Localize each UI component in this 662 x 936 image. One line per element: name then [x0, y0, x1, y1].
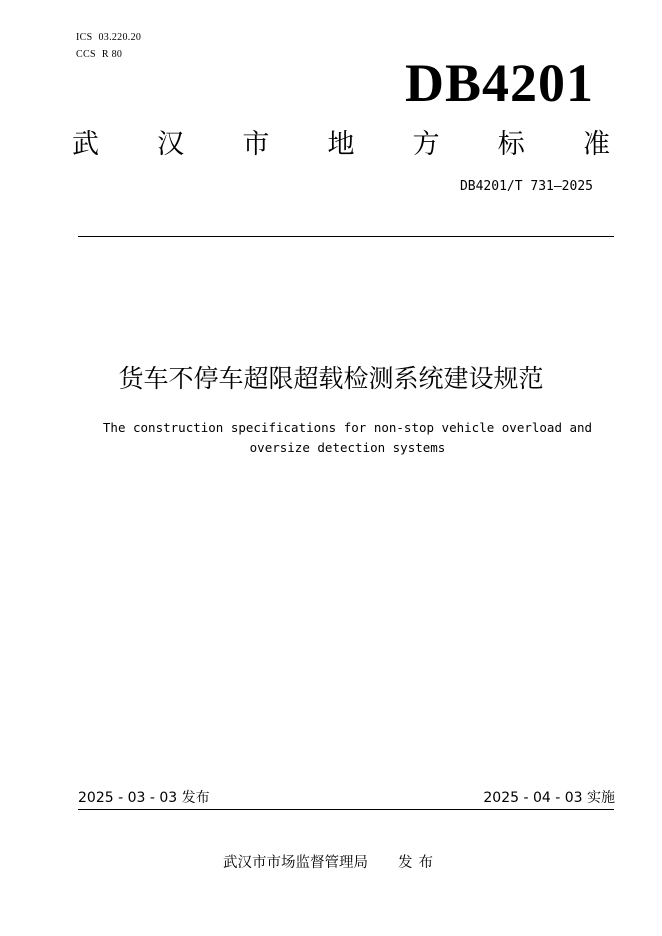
standard-number: DB4201/T 731—2025 — [459, 179, 593, 194]
standard-type-char: 地 — [327, 129, 355, 160]
ics-code: 03.220.20 — [98, 32, 142, 43]
standard-code: DB4201 — [404, 53, 594, 113]
ccs-label: CCS — [76, 49, 96, 60]
standard-type-char: 武 — [72, 129, 99, 160]
standard-type — [72, 128, 610, 162]
issue-date: 2025 - 03 - 03 发布 — [78, 790, 210, 806]
ics-classification — [76, 32, 141, 44]
standard-type-char: 准 — [582, 129, 610, 160]
ccs-classification — [76, 49, 122, 61]
standard-type-char: 汉 — [157, 129, 185, 160]
title-english-line-1: The construction specifications for non-stop vehicle overload and — [102, 420, 593, 435]
title-english — [60, 418, 635, 458]
title-chinese: 货车不停车超限超载检测系统建设规范 — [118, 364, 544, 393]
publisher-name: 武汉市市场监督管理局 — [223, 855, 368, 871]
top-divider — [78, 236, 614, 237]
title-english-line-2: oversize detection systems — [249, 440, 446, 455]
implementation-date: 2025 - 04 - 03 实施 — [483, 790, 615, 806]
ccs-code: R 80 — [101, 49, 123, 60]
publisher-action: 发布 — [398, 855, 439, 871]
standard-type-char: 方 — [412, 129, 440, 160]
standard-type-char: 市 — [242, 129, 270, 160]
standard-type-char: 标 — [497, 129, 525, 160]
ics-label: ICS — [76, 32, 93, 43]
publisher — [0, 854, 662, 872]
bottom-divider — [78, 809, 614, 810]
